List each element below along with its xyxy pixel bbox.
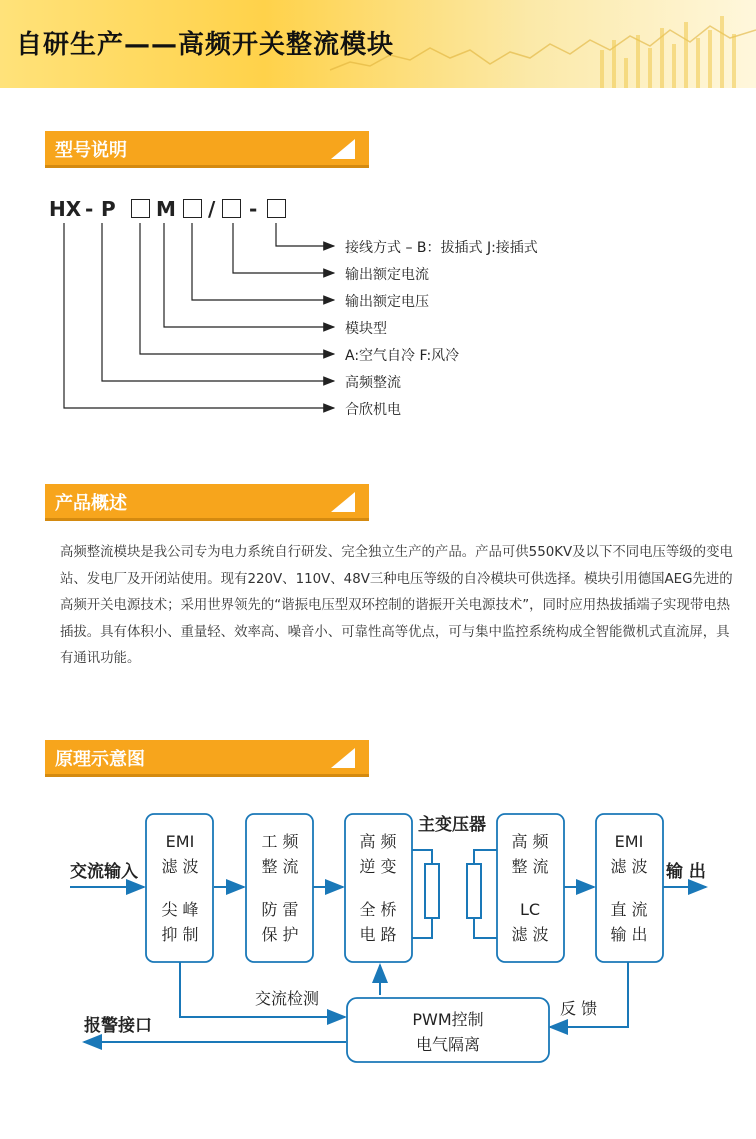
transformer-wire (410, 850, 432, 864)
page-title: 自研生产——高频开关整流模块 (16, 30, 395, 60)
tab-shadow (45, 518, 369, 521)
box-text: 工 频 (261, 832, 299, 851)
transformer-label: 主变压器 (418, 815, 486, 835)
page-banner (0, 0, 756, 88)
box-text: 高 频 (359, 832, 397, 851)
transformer-wire (474, 850, 497, 864)
pwm-text: PWM控制 (412, 1010, 484, 1029)
section-title-model: 型号说明 (55, 140, 127, 161)
legend-cooling: A:空气自冷 F:风冷 (345, 348, 460, 364)
principle-diagram (0, 790, 756, 1090)
model-code-hx: HX (49, 197, 82, 221)
alarm-label: 报警接口 (84, 1016, 152, 1036)
model-code-dash: - (85, 197, 94, 221)
box-text: 整 流 (511, 857, 549, 876)
transformer-wire (410, 918, 432, 938)
box-text: LC (519, 900, 541, 919)
box-text: 全 桥 (359, 900, 397, 919)
tab-shadow (45, 774, 369, 777)
feedback-label: 反 馈 (560, 999, 598, 1018)
detect-label: 交流检测 (255, 989, 320, 1008)
box-text: 滤 波 (161, 857, 199, 876)
box-text: EMI (614, 832, 644, 851)
legend-hf-rectifier: 高频整流 (345, 375, 401, 391)
model-code-dash: - (249, 197, 258, 221)
tab-corner-decoration (331, 492, 355, 512)
section-tab-overview (45, 484, 369, 518)
model-code-m: M (156, 197, 176, 221)
transformer-primary (425, 864, 439, 918)
box-text: 高 频 (511, 832, 549, 851)
transformer-secondary (467, 864, 481, 918)
box-text: 防 雷 (261, 900, 299, 919)
input-label: 交流输入 (70, 862, 138, 882)
box-text: 直 流 (610, 900, 648, 919)
model-code-p: P (101, 197, 116, 221)
legend-connection-type: 接线方式 – B：拔插式 J:接插式 (345, 240, 538, 256)
tab-corner-decoration (331, 139, 355, 159)
pwm-text: 电气隔离 (415, 1035, 481, 1054)
model-code-slash: / (208, 197, 216, 221)
box-text: 滤 波 (511, 925, 549, 944)
box-text: 电 路 (359, 925, 397, 944)
box-text: 抑 制 (161, 925, 199, 944)
box-text: 输 出 (610, 925, 648, 944)
section-tab-principle (45, 740, 369, 774)
overview-paragraph: 高频整流模块是我公司专为电力系统自行研发、完全独立生产的产品。产品可供550KV及以下不同电压等级的变电站、发电厂及开闭站使用。现有220V、110V、48V三种电压等级的自冷模块可供选择。模块引用德国AEG先进的高频开关电源技术；采用世界领先的“谐振电压型双环控制的谐振开关电源技术”，同时应用热拔插端子实现带电热插拔。具有体积小、重量轻、效率高、噪音小、可靠性高等优点，可与集中监控系统构成全智能微机式直流屏，具有通讯功能。 (60, 545, 733, 666)
output-label: 输 出 (666, 862, 706, 882)
section-tab-model (45, 131, 369, 165)
section-title-principle: 原理示意图 (55, 749, 145, 770)
legend-company: 合欣机电 (345, 402, 401, 418)
legend-rated-voltage: 输出额定电压 (345, 294, 429, 310)
box-text: 保 护 (261, 925, 299, 944)
tab-shadow (45, 165, 369, 168)
box-text: 滤 波 (610, 857, 648, 876)
tab-corner-decoration (331, 748, 355, 768)
box-text: 逆 变 (359, 857, 397, 876)
transformer-wire (474, 918, 497, 938)
legend-module-type: 模块型 (345, 321, 387, 337)
box-text: EMI (165, 832, 195, 851)
box-text: 尖 峰 (161, 900, 199, 919)
box-text: 整 流 (261, 857, 299, 876)
section-title-overview: 产品概述 (55, 493, 127, 514)
legend-rated-current: 输出额定电流 (345, 267, 429, 283)
